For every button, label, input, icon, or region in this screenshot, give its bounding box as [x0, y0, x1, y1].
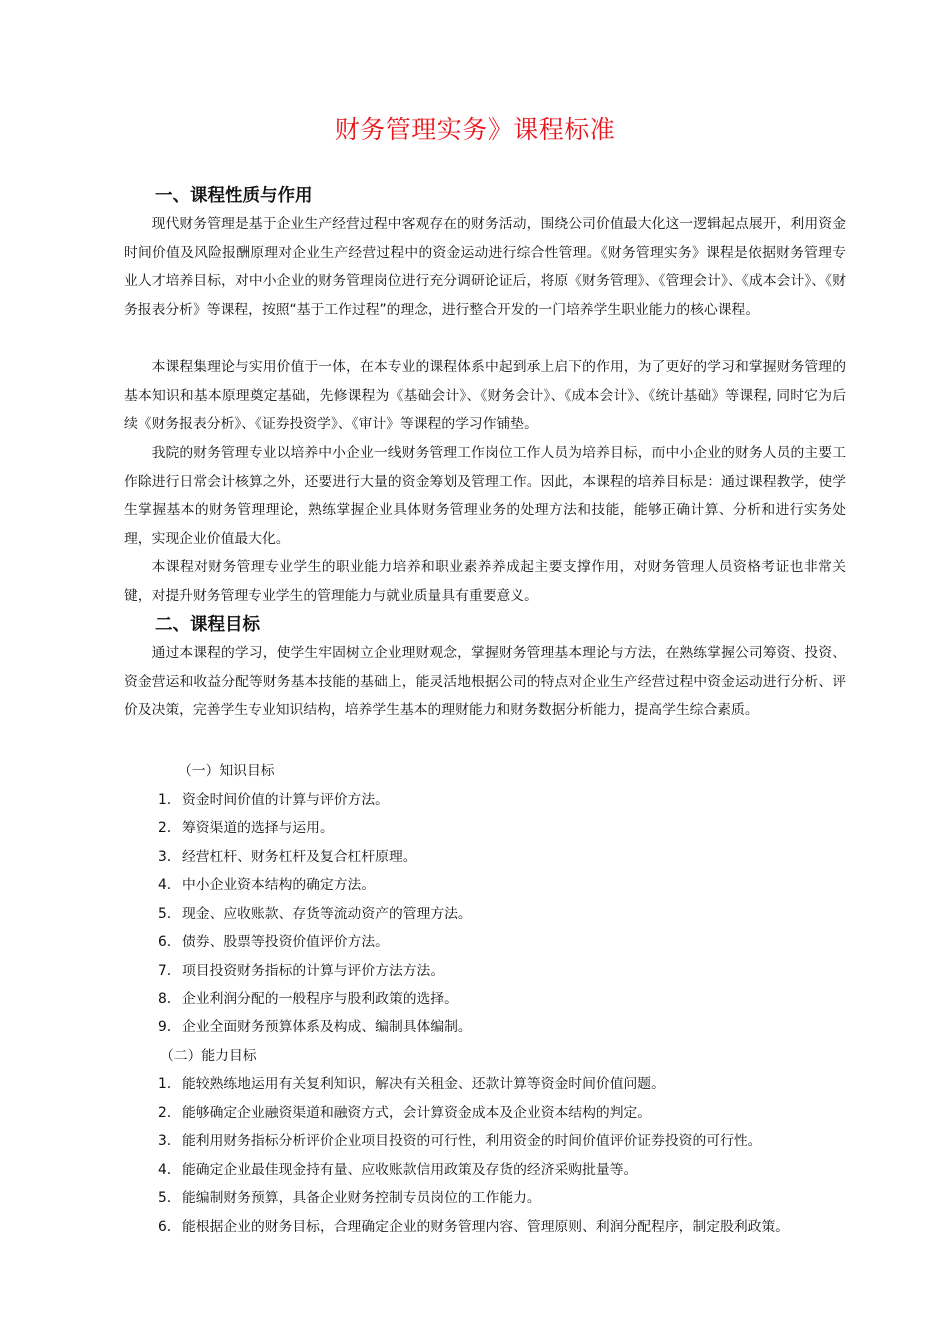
paragraph: 本课程对财务管理专业学生的职业能力培养和职业素养养成起主要支撑作用，对财务管理人员资格考证也非常关键，对提升财务管理专业学生的管理能力与就业质量具有重要意义。 — [124, 559, 846, 604]
paragraph: 本课程集理论与实用价值于一体，在本专业的课程体系中起到承上启下的作用，为了更好的学习和掌握财务管理的基本知识和基本原理奠定基础，先修课程为《基础会计》、《财务会计》、《成本会计》、《统计基础》等课程, 同时它为后续《财务报表分析》、《证券投资学》、《审计》等课程的学习作铺垫。 — [124, 359, 846, 432]
list-item: 1. 能较熟练地运用有关复利知识，解决有关租金、还款计算等资金时间价值问题。 — [158, 1076, 665, 1092]
section-heading-nature: 一、课程性质与作用 — [155, 186, 313, 206]
document-title: 财务管理实务》课程标准 — [334, 115, 616, 144]
list-item: 8. 企业利润分配的一般程序与股利政策的选择。 — [158, 991, 458, 1007]
list-item: 4. 能确定企业最佳现金持有量、应收账款信用政策及存货的经济采购批量等。 — [158, 1162, 638, 1178]
list-item: 3. 经营杠杆、财务杠杆及复合杠杆原理。 — [158, 849, 417, 865]
paragraph: 通过本课程的学习，使学生牢固树立企业理财观念，掌握财务管理基本理论与方法，在熟练掌握公司筹资、投资、资金营运和收益分配等财务基本技能的基础上，能灵活地根据公司的特点对企业生产经营过程中资金运动进行分析、评价及决策，完善学生专业知识结构，培养学生基本的理财能力和财务数据分析能力，提高学生综合素质。 — [124, 645, 846, 718]
list-item: 5. 能编制财务预算，具备企业财务控制专员岗位的工作能力。 — [158, 1190, 541, 1206]
list-item: 1. 资金时间价值的计算与评价方法。 — [158, 792, 389, 808]
list-item: 9. 企业全面财务预算体系及构成、编制具体编制。 — [158, 1019, 472, 1035]
list-item: 3. 能利用财务指标分析评价企业项目投资的可行性，利用资金的时间价值评价证券投资的可行性。 — [158, 1133, 762, 1149]
list-item: 2. 筹资渠道的选择与运用。 — [158, 820, 334, 836]
list-item: 7. 项目投资财务指标的计算与评价方法方法。 — [158, 963, 445, 979]
subheading-knowledge-goals: （一）知识目标 — [178, 763, 275, 779]
paragraph: 现代财务管理是基于企业生产经营过程中客观存在的财务活动，围绕公司价值最大化这一逻辑起点展开，利用资金时间价值及风险报酬原理对企业生产经营过程中的资金运动进行综合性管理。《财务管理实务》课程是依据财务管理专业人才培养目标，对中小企业的财务管理岗位进行充分调研论证后，将原《财务管理》、《管理会计》、《成本会计》、《财务报表分析》等课程，按照“基于工作过程”的理念，进行整合开发的一门培养学生职业能力的核心课程。 — [124, 216, 846, 318]
paragraph: 我院的财务管理专业以培养中小企业一线财务管理工作岗位工作人员为培养目标，而中小企业的财务人员的主要工作除进行日常会计核算之外，还要进行大量的资金筹划及管理工作。因此，本课程的培养目标是：通过课程教学，使学生掌握基本的财务管理理论，熟练掌握企业具体财务管理业务的处理方法和技能，能够正确计算、分析和进行实务处理，实现企业价值最大化。 — [124, 445, 846, 547]
list-item: 6. 能根据企业的财务目标，合理确定企业的财务管理内容、管理原则、利润分配程序，制定股利政策。 — [158, 1219, 790, 1235]
section-heading-objectives: 二、课程目标 — [155, 615, 260, 635]
list-item: 5. 现金、应收账款、存货等流动资产的管理方法。 — [158, 906, 472, 922]
subheading-ability-goals: （二）能力目标 — [160, 1048, 257, 1064]
list-item: 4. 中小企业资本结构的确定方法。 — [158, 877, 376, 893]
list-item: 2. 能够确定企业融资渠道和融资方式，会计算资金成本及企业资本结构的判定。 — [158, 1105, 652, 1121]
list-item: 6. 债券、股票等投资价值评价方法。 — [158, 934, 389, 950]
